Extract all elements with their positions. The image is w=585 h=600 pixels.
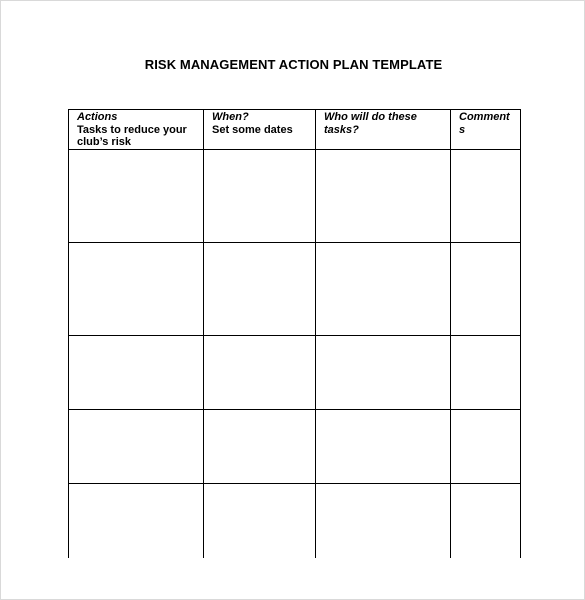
- table-row: [69, 242, 521, 335]
- table-cell-who[interactable]: [316, 483, 451, 558]
- header-comments: [451, 110, 521, 150]
- header-comments-title: Comments: [459, 111, 510, 136]
- table-cell-comments[interactable]: [451, 483, 521, 558]
- table-cell-actions[interactable]: [69, 483, 204, 558]
- header-when: [204, 110, 316, 150]
- table-cell-who[interactable]: [316, 335, 451, 409]
- action-plan-table: [68, 109, 521, 558]
- header-actions-subtitle: Tasks to reduce your club’s risk: [77, 123, 187, 148]
- table-cell-comments[interactable]: [451, 409, 521, 483]
- table-cell-comments[interactable]: [451, 149, 521, 242]
- table-cell-comments[interactable]: [451, 335, 521, 409]
- table-header-row: [69, 110, 521, 150]
- table-cell-actions[interactable]: [69, 242, 204, 335]
- header-actions: [69, 110, 204, 150]
- table-cell-actions[interactable]: [69, 149, 204, 242]
- table-cell-who[interactable]: [316, 409, 451, 483]
- table-cell-actions[interactable]: [69, 409, 204, 483]
- header-when-subtitle: Set some dates: [212, 123, 293, 136]
- table-cell-when[interactable]: [204, 335, 316, 409]
- table-cell-when[interactable]: [204, 242, 316, 335]
- table-cell-when[interactable]: [204, 483, 316, 558]
- table-cell-who[interactable]: [316, 149, 451, 242]
- table-row: [69, 335, 521, 409]
- table-cell-when[interactable]: [204, 409, 316, 483]
- table-row: [69, 483, 521, 558]
- table-row: [69, 149, 521, 242]
- header-who: [316, 110, 451, 150]
- table-cell-when[interactable]: [204, 149, 316, 242]
- header-who-title: Who will do these tasks?: [324, 111, 417, 136]
- header-when-title: When?: [212, 111, 249, 123]
- table-row: [69, 409, 521, 483]
- document-title: RISK MANAGEMENT ACTION PLAN TEMPLATE: [144, 57, 443, 72]
- table-cell-actions[interactable]: [69, 335, 204, 409]
- header-actions-title: Actions: [77, 111, 118, 123]
- table-cell-comments[interactable]: [451, 242, 521, 335]
- table-cell-who[interactable]: [316, 242, 451, 335]
